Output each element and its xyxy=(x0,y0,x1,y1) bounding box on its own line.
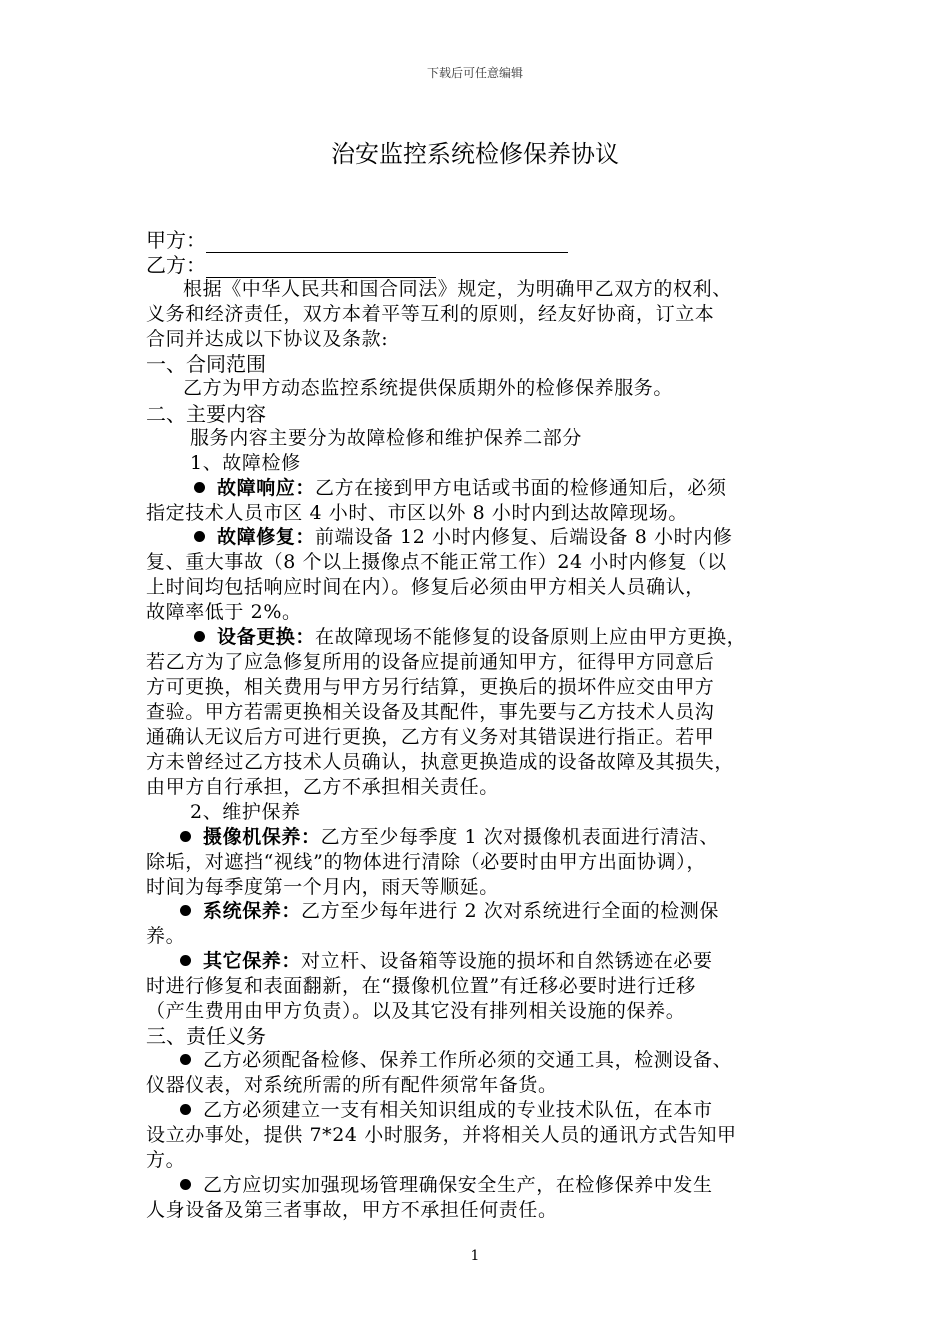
bullet-icon xyxy=(180,1179,191,1190)
intro-line: 根据《中华人民共和国合同法》规定，为明确甲乙双方的权利、 xyxy=(183,278,732,300)
bullet-item xyxy=(180,1095,713,1122)
bullet-item xyxy=(180,896,719,923)
paragraph-line: 复、重大事故（8 个以上摄像点不能正常工作）24 小时内修复（以 xyxy=(146,551,727,573)
bullet-text: 对立杆、设备箱等设施的损坏和自然锈迹在必要 xyxy=(301,950,713,972)
intro-line: 义务和经济责任，双方本着平等互利的原则，经友好协商，订立本 xyxy=(146,303,715,325)
paragraph-line: 查验。甲方若需更换相关设备及其配件，事先要与乙方技术人员沟 xyxy=(146,701,715,723)
bullet-text: 乙方至少每季度 1 次对摄像机表面进行清洁、 xyxy=(320,826,719,848)
paragraph-line: 指定技术人员市区 4 小时、市区以外 8 小时内到达故障现场。 xyxy=(146,502,688,524)
bullet-icon xyxy=(194,531,205,542)
bullet-item xyxy=(194,622,746,649)
bullet-label: 设备更换： xyxy=(217,626,316,648)
bullet-icon xyxy=(180,955,191,966)
bullet-item xyxy=(180,946,713,973)
bullet-item xyxy=(180,1170,713,1197)
bullet-text: 乙方至少每年进行 2 次对系统进行全面的检测保 xyxy=(301,900,719,922)
bullet-label: 故障修复： xyxy=(217,526,316,548)
paragraph-line: 乙方为甲方动态监控系统提供保质期外的检修保养服务。 xyxy=(183,377,674,399)
paragraph-line: 由甲方自行承担，乙方不承担相关责任。 xyxy=(146,776,499,798)
paragraph-line: 仪器仪表，对系统所需的所有配件须常年备货。 xyxy=(146,1074,558,1096)
bullet-icon xyxy=(180,905,191,916)
paragraph-line: 服务内容主要分为故障检修和维护保养二部分 xyxy=(190,427,583,449)
party-b-label: 乙方： xyxy=(146,253,206,277)
bullet-item xyxy=(180,1045,732,1072)
section-heading: 三、责任义务 xyxy=(146,1024,266,1048)
bullet-text: 在故障现场不能修复的设备原则上应由甲方更换， xyxy=(315,626,747,648)
paragraph-line: 除垢，对遮挡“视线”的物体进行清除（必要时由甲方出面协调）， xyxy=(146,851,706,873)
bullet-icon xyxy=(194,631,205,642)
paragraph-line: 上时间均包括响应时间在内）。修复后必须由甲方相关人员确认， xyxy=(146,576,705,598)
subheading: 1、故障检修 xyxy=(190,452,301,474)
paragraph-line: 养。 xyxy=(146,925,186,947)
bullet-label: 其它保养： xyxy=(203,950,302,972)
page-number: 1 xyxy=(470,1248,480,1264)
paragraph-line: 方。 xyxy=(146,1149,186,1171)
paragraph-line: 若乙方为了应急修复所用的设备应提前通知甲方，征得甲方同意后 xyxy=(146,651,715,673)
paragraph-line: 方可更换，相关费用与甲方另行结算，更换后的损坏件应交由甲方 xyxy=(146,676,715,698)
section-heading: 一、合同范围 xyxy=(146,352,266,376)
paragraph-line: 时进行修复和表面翻新，在“摄像机位置”有迁移必要时进行迁移 xyxy=(146,975,696,997)
page-header-note: 下载后可任意编辑 xyxy=(426,66,523,80)
bullet-text: 乙方必须建立一支有相关知识组成的专业技术队伍，在本市 xyxy=(203,1099,713,1121)
paragraph-line: 时间为每季度第一个月内，雨天等顺延。 xyxy=(146,876,499,898)
document-title: 治安监控系统检修保养协议 xyxy=(331,140,619,168)
bullet-icon xyxy=(194,482,205,493)
party-a-label: 甲方： xyxy=(146,228,206,252)
bullet-icon xyxy=(180,1054,191,1065)
paragraph-line: 设立办事处，提供 7*24 小时服务，并将相关人员的通讯方式告知甲 xyxy=(146,1124,737,1146)
bullet-item xyxy=(194,522,732,549)
bullet-text: 乙方应切实加强现场管理确保安全生产，在检修保养中发生 xyxy=(203,1174,713,1196)
bullet-label: 系统保养： xyxy=(203,900,302,922)
paragraph-line: 通确认无议后方可进行更换，乙方有义务对其错误进行指正。若甲 xyxy=(146,726,715,748)
paragraph-line: 人身设备及第三者事故，甲方不承担任何责任。 xyxy=(146,1199,558,1221)
bullet-icon xyxy=(180,831,191,842)
bullet-item xyxy=(194,473,727,500)
subheading: 2、维护保养 xyxy=(190,801,301,823)
bullet-text: 乙方必须配备检修、保养工作所必须的交通工具，检测设备、 xyxy=(203,1049,733,1071)
paragraph-line: 方未曾经过乙方技术人员确认，执意更换造成的设备故障及其损失， xyxy=(146,751,735,773)
bullet-label: 摄像机保养： xyxy=(203,826,321,848)
section-heading: 二、主要内容 xyxy=(146,402,266,426)
bullet-item xyxy=(180,822,719,849)
paragraph-line: 故障率低于 2%。 xyxy=(146,601,302,623)
bullet-label: 故障响应： xyxy=(217,477,316,499)
intro-line: 合同并达成以下协议及条款: xyxy=(146,328,389,350)
paragraph-line: （产生费用由甲方负责）。以及其它没有排列相关设施的保养。 xyxy=(146,1000,686,1022)
bullet-text: 前端设备 12 小时内修复、后端设备 8 小时内修 xyxy=(315,526,733,548)
bullet-text: 乙方在接到甲方电话或书面的检修通知后，必须 xyxy=(315,477,727,499)
bullet-icon xyxy=(180,1104,191,1115)
